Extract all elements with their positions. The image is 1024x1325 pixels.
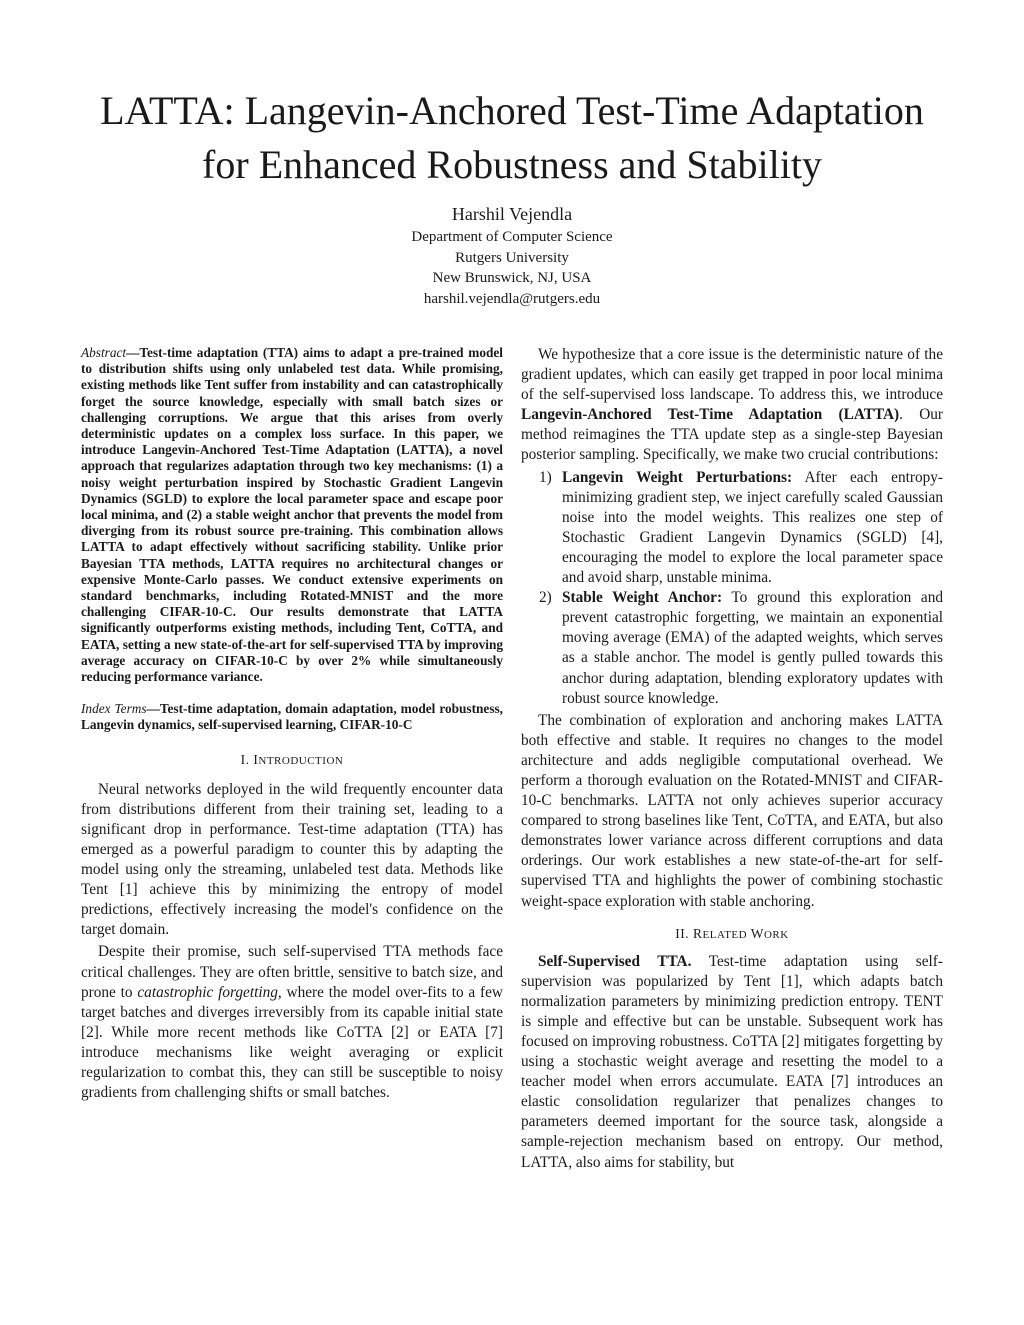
contributions-list xyxy=(521,468,943,709)
list-item xyxy=(521,468,943,589)
intro-paragraph-3 xyxy=(521,345,943,466)
list-item-text: After each entropy-minimizing gradient step, we inject carefully scaled Gaussian noise into the model weights. This realizes one step of Stochastic Gradient Langevin Dynamics (SGLD) [4], encouraging the model to explore the local parameter space and avoid sharp, unstable minima. xyxy=(562,468,943,587)
section-first-letter: R xyxy=(693,925,703,941)
intro-p3-text-b: . Our method reimagines the TTA update step as a single-step Bayesian posterior sampling. Specifically, we make two crucial contributions: xyxy=(521,406,943,464)
index-terms-label: Index Terms xyxy=(81,701,147,717)
list-item-title: Stable Weight Anchor: xyxy=(562,589,723,607)
author-block xyxy=(262,201,762,309)
title-line-2: for Enhanced Robustness and Stability xyxy=(202,142,822,187)
title-line-1: LATTA: Langevin-Anchored Test-Time Adaptation xyxy=(100,88,924,133)
list-item-title: Langevin Weight Perturbations: xyxy=(562,468,793,486)
author-name: Harshil Vejendla xyxy=(451,204,573,224)
section-numeral: II. xyxy=(675,925,690,941)
index-terms-text: Test-time adaptation, domain adaptation, model robustness, Langevin dynamics, self-supervised learning, CIFAR-10-C xyxy=(81,701,503,733)
author-location: New Brunswick, NJ, USA xyxy=(432,270,592,286)
author-email: harshil.vejendla@rutgers.edu xyxy=(423,290,601,307)
intro-paragraph-4: The combination of exploration and anchoring makes LATTA both effective and stable. It requires no changes to the model architecture and adds negligible computational overhead. We perform a thorough evaluation on the Rotated-MNIST and CIFAR-10-C benchmarks. LATTA not only achieves superior accuracy compared to strong baselines like Tent, CoTTA, and EATA, but also demonstrates lower variance across different corruptions and data orderings. Our work establishes a new state-of-the-art for self-supervised TTA and highlights the power of combining stochastic weight-space exploration with stable anchoring. xyxy=(521,711,943,910)
section-heading-related-work xyxy=(521,926,943,942)
abstract-text: Test-time adaptation (TTA) aims to adapt a pre-trained model to distribution shifts using only unlabeled test data. While promising, existing methods like Tent suffer from instability and can catastrophically forget the source knowledge, especially with small batch sizes or challenging corruptions. We argue that this arises from overly deterministic updates on a complex loss surface. In this paper, we introduce Langevin-Anchored Test-Time Adaptation (LATTA), a novel approach that regularizes adaptation through two key mechanisms: (1) a noisy weight perturbation inspired by Stochastic Gradient Langevin Dynamics (SGLD) to explore the local parameter space and escape poor local minima, and (2) a stable weight anchor that prevents the model from diverging from its robust source pre-training. This combination allows LATTA to adapt effectively without sacrificing stability. Unlike prior Bayesian TTA methods, LATTA requires no architectural changes or expensive Monte-Carlo passes. We conduct extensive experiments on standard benchmarks, including Rotated-MNIST and the more challenging CIFAR-10-C. Our results demonstrate that LATTA significantly outperforms existing methods, including Tent, CoTTA, and EATA, setting a new state-of-the-art for self-supervised TTA by improving average accuracy on CIFAR-10-C by over 2% while simultaneously reducing performance variance. xyxy=(81,345,503,685)
paper-title xyxy=(40,84,984,192)
intro-paragraph-1: Neural networks deployed in the wild frequently encounter data from distributions different from their training set, leading to a significant drop in performance. Test-time adaptation (TTA) has emerged as a powerful paradigm to counter this by adapting the model using only the streaming, unlabeled test data. Methods like Tent [1] achieve this by minimizing the entropy of model predictions, effectively increasing the model's confidence on the target domain. xyxy=(81,780,503,939)
related-p1-bold: Self-Supervised TTA. xyxy=(538,952,692,970)
index-terms xyxy=(81,701,503,733)
intro-p2-text-a: Despite their promise, such self-supervised TTA methods face critical challenges. They are often brittle, sensitive to batch size, and prone to xyxy=(81,943,503,1001)
index-terms-dash: — xyxy=(146,701,160,717)
author-university: Rutgers University xyxy=(455,249,569,266)
intro-p2-text-b: , where the model over-fits to a few target batches and diverges irreversibly from its capable initial state [2]. While more recent methods like CoTTA [2] or EATA [7] introduce mechanisms like weight averaging or explicit regularization to combat this, they can still be susceptible to noisy gradients from challenging shifts or small batches. xyxy=(81,983,503,1102)
right-column xyxy=(521,345,943,1173)
list-item-number: 1) xyxy=(539,468,552,486)
intro-paragraph-2 xyxy=(81,942,503,1103)
abstract-label: Abstract xyxy=(81,345,127,360)
section-first-letter: I xyxy=(253,751,259,767)
section-title-rest: ORK xyxy=(763,928,789,941)
left-column xyxy=(81,345,503,1103)
intro-p2-emphasis: catastrophic forgetting xyxy=(137,983,278,1001)
intro-p3-text-a: We hypothesize that a core issue is the deterministic nature of the gradient updates, which can easily get trapped in poor local minima of the self-supervised loss landscape. To address this, we introduce xyxy=(521,346,943,404)
related-p1-text: Test-time adaptation using self-supervision was popularized by Tent [1], which adapts batch normalization parameters by minimizing prediction entropy. TENT is simple and effective but can be unstable. Subsequent work has focused on improving robustness. CoTTA [2] mitigates forgetting by using a stochastic weight average and resetting the model to a teacher model when errors accumulate. EATA [7] introduces an elastic consolidation regularizer that penalizes changes to parameters deemed important for the source task, alongside a sample-rejection mechanism based on entropy. Our method, LATTA, also aims for stability, but xyxy=(521,952,943,1171)
abstract xyxy=(81,345,503,685)
section-title-rest: NTRODUCTION xyxy=(258,754,344,767)
list-item-number: 2) xyxy=(539,589,552,607)
related-paragraph-1 xyxy=(521,952,943,1173)
list-item xyxy=(521,588,943,709)
list-item-text: To ground this exploration and prevent catastrophic forgetting, we maintain an exponential moving average (EMA) of the adapted weights, which serves as a stable anchor. The model is gently pulled towards this anchor during adaptation, blending exploratory updates with robust source knowledge. xyxy=(562,589,943,707)
intro-p3-bold: Langevin-Anchored Test-Time Adaptation (LATTA) xyxy=(521,406,900,424)
section-first-letter: W xyxy=(750,925,764,941)
section-numeral: I. xyxy=(240,751,250,767)
section-heading-introduction xyxy=(81,752,503,768)
section-title-rest: ELATED xyxy=(702,928,748,941)
abstract-dash: — xyxy=(126,345,140,360)
author-department: Department of Computer Science xyxy=(411,229,613,245)
